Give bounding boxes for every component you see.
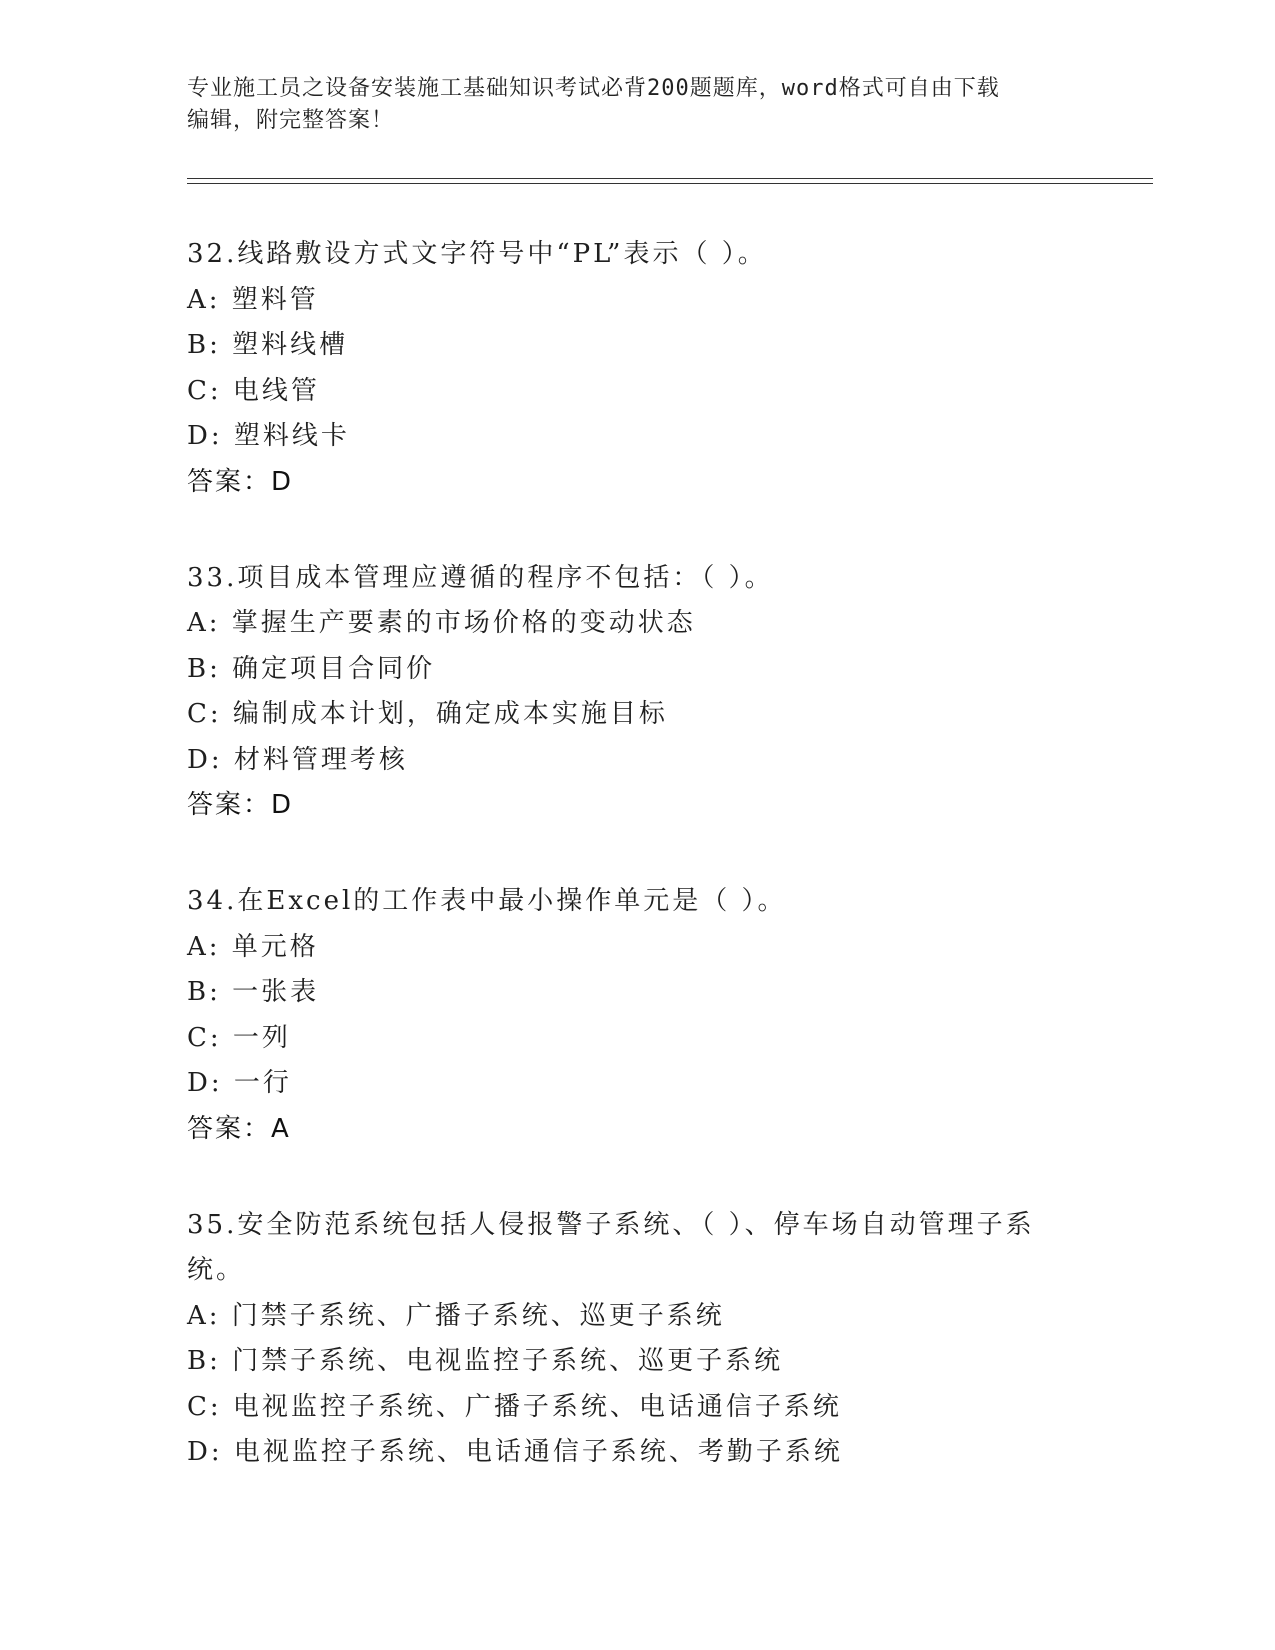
question-stem — [187, 879, 1067, 925]
option-b: B: 一张表 — [187, 977, 320, 1007]
question-stem — [187, 232, 1067, 278]
header-line-1: 专业施工员之设备安装施工基础知识考试必背200题题库，word格式可自由下载 — [187, 76, 1000, 101]
question-list — [187, 232, 1087, 1527]
option-d: D: 材料管理考核 — [187, 744, 408, 775]
option-c: C: 编制成本计划，确定成本实施目标 — [187, 699, 668, 729]
question-number: 32. — [187, 239, 238, 269]
question-stem — [187, 1203, 1067, 1294]
option-a: A: 掌握生产要素的市场价格的变动状态 — [187, 608, 696, 638]
option-d: D: 一行 — [187, 1068, 292, 1098]
question-item — [187, 879, 1087, 1152]
question-stem — [187, 556, 1067, 602]
option-c: C: 一列 — [187, 1022, 291, 1053]
option-b: B: 确定项目合同价 — [187, 653, 436, 684]
question-item — [187, 556, 1087, 829]
option-c: C: 电视监控子系统、广播子系统、电话通信子系统 — [187, 1391, 842, 1422]
option-a: A: 门禁子系统、广播子系统、巡更子系统 — [187, 1300, 725, 1331]
question-item — [187, 232, 1087, 505]
option-a: A: 单元格 — [187, 931, 319, 962]
question-number: 35. — [187, 1209, 238, 1240]
question-text: 安全防范系统包括人侵报警子系统、（ ）、停车场自动管理子系统。 — [187, 1209, 1035, 1285]
question-text: 线路敷设方式文字符号中“PL”表示（ ）。 — [237, 239, 767, 269]
header-line-2: 编辑，附完整答案！ — [187, 108, 395, 133]
answer-line: 答案：D — [187, 790, 294, 820]
option-a: A: 塑料管 — [187, 284, 319, 315]
question-text: 项目成本管理应遵循的程序不包括：（ ）。 — [237, 562, 774, 593]
question-number: 33. — [187, 562, 238, 593]
question-number: 34. — [187, 886, 238, 916]
question-text: 在Excel的工作表中最小操作单元是（ ）。 — [237, 886, 787, 916]
document-header — [187, 73, 1067, 137]
header-divider-top — [187, 178, 1153, 179]
answer-line: 答案：A — [187, 1113, 291, 1144]
option-b: B: 塑料线槽 — [187, 330, 349, 360]
option-b: B: 门禁子系统、电视监控子系统、巡更子系统 — [187, 1346, 784, 1376]
option-c: C: 电线管 — [187, 375, 320, 406]
option-d: D: 塑料线卡 — [187, 421, 350, 451]
answer-line: 答案：D — [187, 466, 294, 497]
question-item — [187, 1203, 1087, 1476]
header-divider-bottom — [187, 183, 1153, 184]
option-d: D: 电视监控子系统、电话通信子系统、考勤子系统 — [187, 1437, 843, 1467]
